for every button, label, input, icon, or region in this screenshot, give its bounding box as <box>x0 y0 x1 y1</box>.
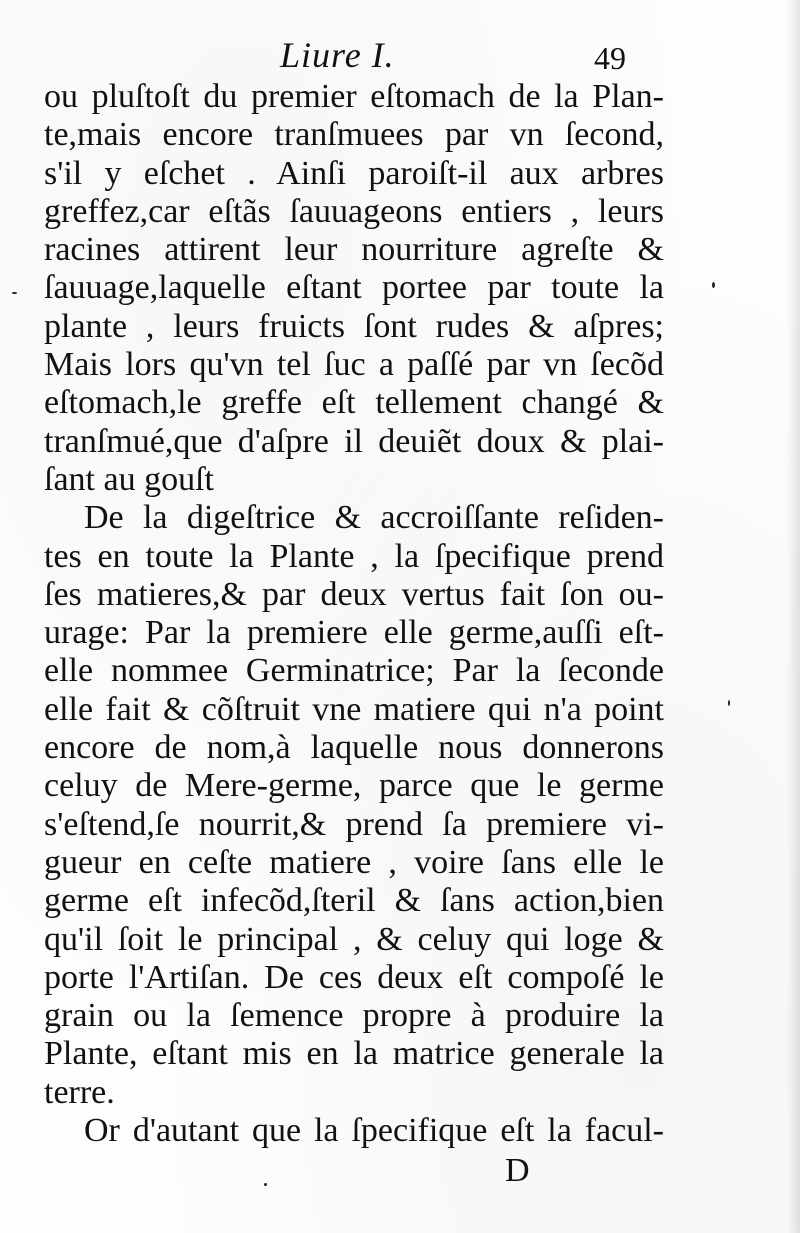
text-line: tranſmué,que d'aſpre il deuiẽt doux & plai- <box>44 422 664 460</box>
text-line: ſant au gouſt <box>44 460 214 498</box>
text-line: ou pluſtoſt du premier eſtomach de la Plan- <box>44 78 664 115</box>
ink-speck <box>264 1183 267 1186</box>
page-number: 49 <box>594 40 626 76</box>
text-line: Mais lors qu'vn tel ſuc a paſſé par vn ſecõd <box>44 346 664 384</box>
text-line: ſauuage,laquelle eſtant portee par toute la <box>44 269 664 307</box>
text-line: gueur en ceſte matiere , voire ſans elle le <box>44 843 664 881</box>
text-line: te,mais encore tranſmuees par vn ſecond, <box>44 116 664 154</box>
text-line: elle nommee Germinatrice; Par la ſeconde <box>44 652 664 690</box>
text-line: terre. <box>44 1073 115 1111</box>
text-line: germe eſt infecõd,ſteril & ſans action,bien <box>44 882 664 920</box>
text-line: urage: Par la premiere elle germe,auſſi eſt- <box>44 614 664 652</box>
paragraph-start-line: Or d'autant que la ſpecifique eſt la facul- <box>84 1112 664 1150</box>
text-line: Plante, eſtant mis en la matrice generale la <box>44 1035 664 1073</box>
text-line: ſes matieres,& par deux vertus fait ſon ou- <box>44 575 664 613</box>
text-line: racines attirent leur nourriture agreſte & <box>44 231 664 269</box>
ink-speck <box>712 282 715 288</box>
ink-speck <box>12 292 17 294</box>
text-line: encore de nom,à laquelle nous donnerons <box>44 729 664 767</box>
page-edge-shadow <box>786 0 800 1233</box>
text-line: plante , leurs fruicts ſont rudes & aſpres; <box>44 307 664 345</box>
text-line: porte l'Artiſan. De ces deux eſt compoſé le <box>44 958 664 996</box>
running-head <box>0 30 800 82</box>
text-line: greffez,car eſtãs ſauuageons entiers , leurs <box>44 192 664 230</box>
text-line: eſtomach,le greffe eſt tellement changé & <box>44 384 664 422</box>
text-line: celuy de Mere-germe, parce que le germe <box>44 767 664 805</box>
body-text <box>44 78 664 1150</box>
text-line: tes en toute la Plante , la ſpecifique prend <box>44 537 664 575</box>
text-line: s'eſtend,ſe nourrit,& prend ſa premiere vi- <box>44 805 664 843</box>
text-line: s'il y eſchet . Ainſi paroiſt-il aux arbres <box>44 154 664 192</box>
paragraph-start-line: De la digeſtrice & accroiſſante reſiden- <box>84 499 664 537</box>
signature-mark: D <box>505 1152 530 1189</box>
running-title: Liure I. <box>280 35 395 75</box>
text-line: qu'il ſoit le principal , & celuy qui loge & <box>44 920 664 958</box>
text-line: elle fait & cõſtruit vne matiere qui n'a point <box>44 690 664 728</box>
text-line: grain ou la ſemence propre à produire la <box>44 997 664 1035</box>
ink-speck <box>728 700 730 706</box>
